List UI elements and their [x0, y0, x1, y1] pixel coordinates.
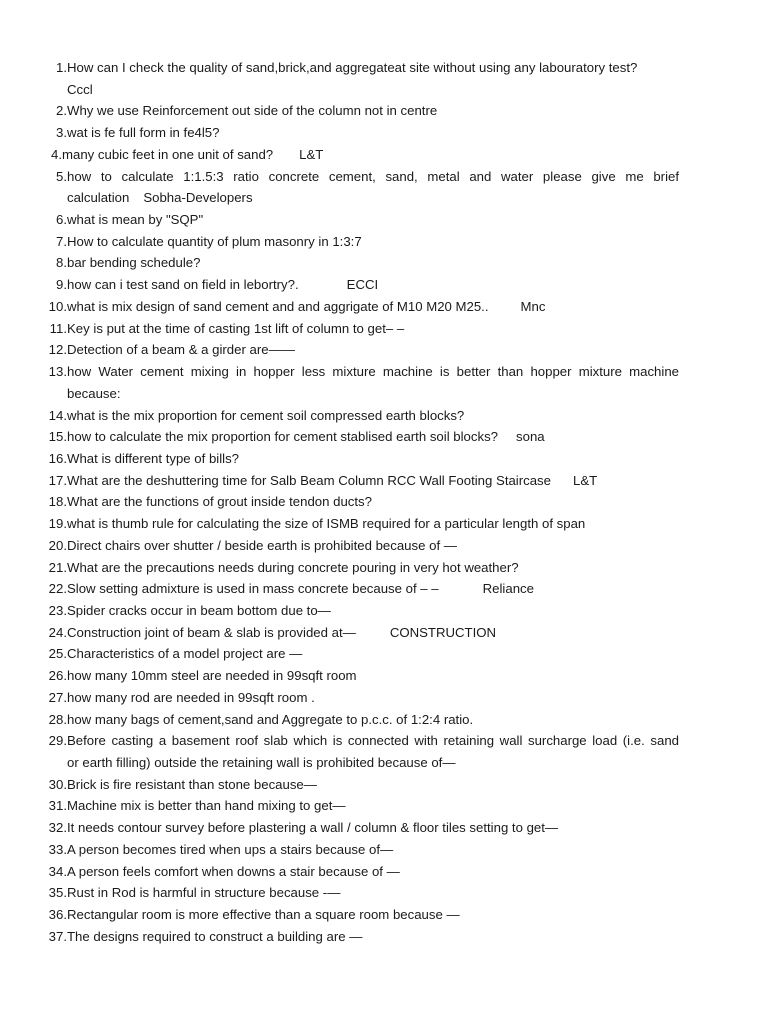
list-item	[40, 709, 680, 731]
list-item	[40, 166, 680, 209]
list-item	[40, 405, 680, 427]
item-text: how to calculate 1:1.5:3 ratio concrete cement, sand, metal and water please give me brief	[67, 168, 679, 184]
item-number: 13.	[48, 364, 67, 380]
item-text: What are the precautions needs during concrete pouring in very hot weather?	[67, 559, 519, 575]
item-text: Characteristics of a model project are —	[67, 646, 303, 662]
list-item	[40, 687, 680, 709]
item-number: 17.	[48, 472, 67, 488]
list-item	[40, 882, 680, 904]
item-text: what is mix design of sand cement and and aggrigate of M10 M20 M25..	[67, 298, 489, 314]
company-tag: L&T	[573, 472, 598, 488]
item-text: wat is fe full form in fe4l5?	[67, 125, 220, 141]
item-number: 10.	[48, 298, 67, 314]
item-text: How to calculate quantity of plum masonry in 1:3:7	[67, 233, 362, 249]
item-number: 25.	[48, 646, 67, 662]
company-tag: Reliance	[482, 581, 534, 597]
item-continuation: calculation	[67, 190, 130, 206]
list-item	[40, 643, 680, 665]
item-number: 18.	[48, 494, 67, 510]
item-number: 9.	[56, 277, 67, 293]
item-text: how Water cement mixing in hopper less mixture machine is better than hopper mixture machine	[67, 364, 679, 380]
item-text: Spider cracks occur in beam bottom due to—	[67, 602, 331, 618]
item-number: 4.	[51, 146, 62, 162]
list-item	[40, 730, 680, 773]
item-number: 23.	[48, 602, 67, 618]
list-item	[40, 904, 680, 926]
item-text: how many rod are needed in 99sqft room .	[67, 689, 315, 705]
company-tag: CONSTRUCTION	[389, 624, 497, 640]
list-item	[40, 100, 680, 122]
company-tag: Sobha-Developers	[143, 190, 253, 206]
item-text: It needs contour survey before plastering a wall / column & floor tiles setting to get—	[67, 820, 559, 836]
item-text: What are the functions of grout inside tendon ducts?	[67, 494, 372, 510]
item-number: 2.	[56, 103, 67, 119]
item-number: 30.	[48, 776, 67, 792]
item-number: 6.	[56, 212, 67, 228]
item-text: Why we use Reinforcement out side of the column not in centre	[67, 103, 438, 119]
item-number: 21.	[48, 559, 67, 575]
item-number: 33.	[48, 841, 67, 857]
company-tag: L&T	[299, 146, 324, 162]
item-number: 32.	[48, 820, 67, 836]
item-continuation: because:	[67, 385, 121, 401]
list-item	[40, 817, 680, 839]
item-number: 36.	[48, 907, 67, 923]
item-text: what is mean by "SQP"	[67, 212, 204, 228]
item-number: 22.	[48, 581, 67, 597]
item-continuation: or earth filling) outside the retaining wall is prohibited because of—	[67, 755, 456, 770]
list-item	[40, 122, 680, 144]
item-number: 16.	[48, 450, 67, 466]
item-number: 20.	[48, 537, 67, 553]
item-text: Construction joint of beam & slab is provided at—	[67, 624, 356, 640]
item-text: how can i test sand on field in lebortry?.	[67, 277, 299, 293]
list-item	[40, 795, 680, 817]
list-item	[40, 296, 680, 318]
item-text: Rust in Rod is harmful in structure because -—	[67, 885, 341, 901]
item-text: how many bags of cement,sand and Aggregate to p.c.c. of 1:2:4 ratio.	[67, 711, 474, 727]
item-number: 31.	[48, 798, 67, 814]
list-item	[40, 470, 680, 492]
company-tag: ECCI	[346, 277, 379, 293]
company-tag: sona	[516, 429, 545, 445]
item-text: What is different type of bills?	[67, 450, 240, 466]
list-item	[40, 318, 680, 340]
item-text: bar bending schedule?	[67, 255, 201, 271]
list-item	[40, 839, 680, 861]
item-number: 29.	[48, 733, 67, 749]
list-item	[40, 252, 680, 274]
item-text: what is the mix proportion for cement soil compressed earth blocks?	[67, 407, 465, 423]
list-item	[40, 491, 680, 513]
item-text: A person becomes tired when ups a stairs because of—	[67, 841, 394, 857]
item-number: 27.	[48, 689, 67, 705]
item-number: 34.	[48, 863, 67, 879]
item-number: 24.	[48, 624, 67, 640]
item-text: what is thumb rule for calculating the size of ISMB required for a particular length of span	[67, 516, 586, 532]
item-number: 26.	[48, 668, 67, 684]
question-list	[40, 57, 680, 947]
item-text: Brick is fire resistant than stone because—	[67, 776, 317, 792]
item-text: how many 10mm steel are needed in 99sqft room	[67, 668, 357, 684]
list-item	[40, 557, 680, 579]
list-item	[40, 600, 680, 622]
list-item	[40, 622, 680, 644]
list-item	[40, 274, 680, 296]
item-number: 37.	[48, 928, 67, 944]
list-item	[40, 209, 680, 231]
item-number: 8.	[56, 255, 67, 271]
item-number: 19.	[48, 516, 67, 532]
list-item	[40, 578, 680, 600]
list-item	[40, 774, 680, 796]
item-text: how to calculate the mix proportion for cement stablised earth soil blocks?	[67, 429, 499, 445]
list-item	[40, 57, 680, 100]
item-number: 14.	[48, 407, 67, 423]
item-text: A person feels comfort when downs a stair because of —	[67, 863, 400, 879]
list-item	[40, 535, 680, 557]
list-item	[40, 665, 680, 687]
item-text: The designs required to construct a building are —	[67, 928, 363, 944]
list-item	[40, 513, 680, 535]
item-text: What are the deshuttering time for Salb Beam Column RCC Wall Footing Staircase	[67, 472, 551, 488]
item-text: Direct chairs over shutter / beside earth is prohibited because of —	[67, 537, 457, 553]
list-item	[40, 926, 680, 948]
item-number: 3.	[56, 125, 67, 141]
item-number: 35.	[48, 885, 67, 901]
item-number: 7.	[56, 233, 67, 249]
list-item	[40, 339, 680, 361]
item-text: Detection of a beam & a girder are——	[67, 342, 295, 358]
item-continuation: Cccl	[67, 81, 93, 97]
list-item	[40, 361, 680, 404]
item-number: 1.	[56, 60, 67, 75]
item-number: 11.	[49, 320, 67, 336]
company-tag: Mnc	[520, 298, 546, 314]
item-text: Key is put at the time of casting 1st lift of column to get– –	[67, 320, 405, 336]
item-text: Rectangular room is more effective than a square room because —	[67, 907, 460, 923]
item-text: Machine mix is better than hand mixing to get—	[67, 798, 346, 814]
item-text: many cubic feet in one unit of sand?	[62, 146, 274, 162]
item-number: 28.	[48, 711, 67, 727]
item-text: Before casting a basement roof slab which is connected with retaining wall surcharge load (i.e. sand	[67, 733, 679, 749]
item-text: How can I check the quality of sand,brick,and aggregateat site without using any labouratory test?	[67, 60, 638, 75]
item-number: 15.	[48, 429, 67, 445]
list-item	[40, 231, 680, 253]
item-number: 5.	[56, 168, 67, 184]
list-item	[40, 144, 680, 166]
item-text: Slow setting admixture is used in mass concrete because of – –	[67, 581, 439, 597]
list-item	[40, 448, 680, 470]
list-item	[40, 426, 680, 448]
list-item	[40, 861, 680, 883]
item-number: 12.	[48, 342, 67, 358]
